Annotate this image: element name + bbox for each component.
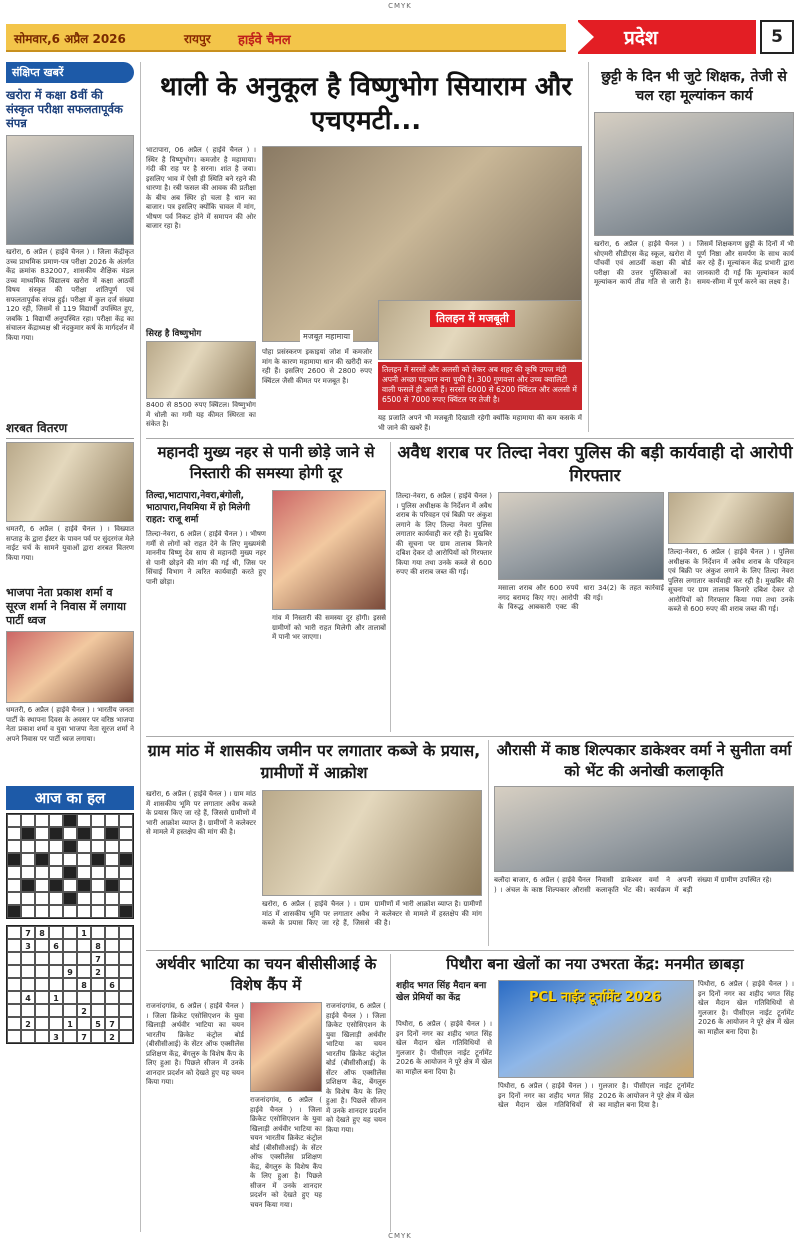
crossword-cell bbox=[105, 879, 119, 892]
brief-news-title: संक्षिप्त खबरें bbox=[6, 62, 134, 83]
sudoku-cell bbox=[21, 978, 35, 991]
sudoku-cell bbox=[7, 978, 21, 991]
sudoku-cell bbox=[91, 991, 105, 1004]
sudoku-cell bbox=[105, 926, 119, 939]
sudoku-cell bbox=[63, 978, 77, 991]
liquor-body3: तिल्दा-नेवरा, 6 अप्रैल ( हाईवे चैनल ) । पुलिस अधीक्षक के निर्देशन में अवैध शराब के परिवहन एवं बिक्री पर अंकुश लगाने के लिए तिल्दा नेवरा पुलिस लगातार कार्यवाही कर रही है। मुखबिर की सूचना पर ग्राम तालाब किनारे दबिश देकर दो आरोपियों को गिरफ्तार किया गया तथा उनके कब्जे से 600 रुपए की शराब जब्त की गई। bbox=[668, 548, 794, 613]
cmyk-mark-bottom: CMYK bbox=[388, 1232, 412, 1240]
sudoku-cell: 3 bbox=[21, 939, 35, 952]
crossword-grid bbox=[6, 813, 134, 919]
sudoku-cell bbox=[119, 978, 133, 991]
liquor-body2: मसाला शराब और 600 रुपये नगद बरामद किए गए। आरोपी के विरुद्ध आबकारी एक्ट की धारा 34(2) के तहत कार्रवाई की गई। bbox=[498, 584, 664, 611]
crossword-cell bbox=[119, 853, 133, 866]
crossword-cell bbox=[35, 840, 49, 853]
sudoku-cell bbox=[21, 952, 35, 965]
top-story-body2: 8400 से 8500 रुपए क्विंटल। विष्णुभोग में धोली का गमी यह कीमत स्थिरता का संकेत है। bbox=[146, 401, 256, 428]
crossword-cell bbox=[105, 840, 119, 853]
pithora-body3: पिथौरा, 6 अप्रैल ( हाईवे चैनल ) । इन दिनों नगर का शहीद भगत सिंह खेल मैदान खेल गतिविधियों से गुलजार है। पीसीएल नाईट टूर्नामेंट 2026 के आयोजन ने पूरे क्षेत्र में खेल का माहौल बना दिया है। bbox=[698, 980, 794, 1036]
sudoku-cell: 2 bbox=[21, 1017, 35, 1030]
crossword-cell bbox=[119, 827, 133, 840]
sudoku-cell bbox=[63, 1004, 77, 1017]
evaluation-photo bbox=[594, 112, 794, 236]
crossword-cell bbox=[119, 892, 133, 905]
canal-caption: गांव में निस्तारी की समस्या दूर होगी। इससे ग्रामीणों को भारी राहत मिलेगी और तालाबों में पानी भर जाएगा। bbox=[272, 614, 386, 641]
crossword-cell bbox=[21, 892, 35, 905]
sudoku-cell: 6 bbox=[49, 939, 63, 952]
sudoku-cell bbox=[63, 939, 77, 952]
bjp-body: धमतरी, 6 अप्रैल ( हाईवे चैनल ) । भारतीय जनता पार्टी के स्थापना दिवस के अवसर पर वरिष्ठ भाजपा नेता प्रकाश शर्मा व युवा भाजपा नेता सूरज शर्मा ने अपने निवास पर पार्टी ध्वज लगाया। bbox=[6, 706, 134, 743]
crossword-cell bbox=[105, 905, 119, 918]
sudoku-cell: 4 bbox=[21, 991, 35, 1004]
sudoku-cell: 8 bbox=[77, 978, 91, 991]
sudoku-cell: 7 bbox=[105, 1017, 119, 1030]
sudoku-cell bbox=[77, 1017, 91, 1030]
crossword-cell bbox=[35, 814, 49, 827]
sudoku-cell bbox=[77, 952, 91, 965]
crossword-cell bbox=[7, 879, 21, 892]
crossword-cell bbox=[49, 853, 63, 866]
sudoku-cell bbox=[7, 1017, 21, 1030]
column-divider bbox=[140, 62, 141, 1232]
crossword-cell bbox=[35, 892, 49, 905]
sudoku-cell bbox=[105, 952, 119, 965]
sudoku-cell bbox=[63, 952, 77, 965]
crossword-cell bbox=[35, 827, 49, 840]
crossword-cell bbox=[91, 827, 105, 840]
crossword-cell bbox=[63, 840, 77, 853]
crossword-cell bbox=[49, 840, 63, 853]
sudoku-cell bbox=[119, 1030, 133, 1043]
bcci-body: राजनांदगांव, 6 अप्रैल ( हाईवे चैनल ) । जिला क्रिकेट एसोसिएशन के युवा खिलाड़ी अर्थवीर भाटिया का चयन भारतीय क्रिकेट कंट्रोल बोर्ड (बीसीसीआई) के सेंटर ऑफ एक्सीलेंस प्रशिक्षण केंद्र, बेंगलुरु के विशेष कैंप के लिए हुआ है। पिछले सीजन में उनके शानदार प्रदर्शन को देखते हुए यह चयन किया गया। bbox=[146, 1002, 244, 1086]
crossword-cell bbox=[21, 905, 35, 918]
crossword-cell bbox=[63, 827, 77, 840]
sudoku-cell bbox=[77, 965, 91, 978]
sudoku-cell: 2 bbox=[77, 1004, 91, 1017]
land-headline: ग्राम मांठ में शासकीय जमीन पर लगातार कब्जे के प्रयास, ग्रामीणों में आक्रोश bbox=[147, 741, 481, 782]
crossword-cell bbox=[63, 814, 77, 827]
sudoku-cell bbox=[49, 952, 63, 965]
crossword-cell bbox=[35, 853, 49, 866]
sudoku-cell bbox=[119, 952, 133, 965]
crossword-cell bbox=[77, 905, 91, 918]
crossword-cell bbox=[77, 853, 91, 866]
crossword-cell bbox=[7, 853, 21, 866]
sudoku-cell bbox=[7, 939, 21, 952]
crossword-cell bbox=[7, 840, 21, 853]
header-brand: हाईवे चैनल bbox=[238, 33, 291, 48]
sudoku-cell bbox=[91, 1004, 105, 1017]
top-story-body3: पोहा प्रसंस्करण इकाइयां जोश में कमजोर मांग के कारण महामाया धान की खरीदी कर रही हैं। इसलिए 2600 से 2800 रुपए क्विंटल जैसी कीमत पर मजबूत है। bbox=[262, 348, 372, 385]
left-column bbox=[6, 62, 134, 1044]
crossword-cell bbox=[35, 879, 49, 892]
teachers-body: खरोरा, 6 अप्रैल ( हाईवे चैनल ) । धोएमरी सीडीएस केंद्र स्कूल, खरोरा में पाँचवीं एवं आठवीं कक्षा की बोर्ड परीक्षा की उत्तर पुस्तिकाओं का मूल्यांकन कार्य तीव्र गति से जारी है। जिसमें शिक्षकगण छुट्टी के दिनों में भी पूर्ण निष्ठा और समर्पण के साथ कार्य कर रहे हैं। मूल्यांकन केंद्र प्रभारी द्वारा जानकारी दी गई कि मूल्यांकन कार्य समय-सीमा में पूर्ण करने का लक्ष्य है। bbox=[594, 240, 794, 286]
crossword-cell bbox=[49, 866, 63, 879]
top-story-col3 bbox=[262, 348, 372, 438]
sudoku-cell bbox=[7, 1030, 21, 1043]
crossword-cell bbox=[77, 814, 91, 827]
canal-body: तिल्दा-नेवरा, 6 अप्रैल ( हाईवे चैनल ) । भीषण गर्मी से लोगों को राहत देने के लिए मुख्यमंत्री माननीय विष्णु देव साय से महानदी मुख्य नहर से पानी छोड़ने की मांग की गई थी, जिस पर सिंचाई विभाग ने त्वरित कार्यवाही करते हुए पानी छोड़ा। bbox=[146, 530, 266, 586]
art-body: बलौदा बाजार, 6 अप्रैल ( हाईवे चैनल ) । अंचल के काष्ठ शिल्पकार औरासी निवासी डाकेश्वर वर्मा ने अपनी कलाकृति भेंट की। कार्यक्रम में बड़ी संख्या में ग्रामीण उपस्थित रहे। bbox=[494, 876, 772, 894]
sudoku-cell bbox=[35, 1030, 49, 1043]
crossword-cell bbox=[21, 827, 35, 840]
sudoku-cell: 6 bbox=[105, 978, 119, 991]
column-divider bbox=[488, 740, 489, 946]
crossword-cell bbox=[49, 892, 63, 905]
puzzle-title: आज का हल bbox=[6, 786, 134, 810]
row-divider bbox=[146, 736, 794, 737]
sudoku-cell: 1 bbox=[49, 991, 63, 1004]
crossword-cell bbox=[63, 853, 77, 866]
sudoku-cell bbox=[49, 1017, 63, 1030]
column-divider bbox=[588, 62, 589, 432]
column-divider bbox=[390, 442, 391, 732]
section-label: प्रदेश bbox=[578, 20, 756, 54]
sudoku-cell: 1 bbox=[63, 1017, 77, 1030]
sudoku-cell bbox=[35, 965, 49, 978]
sudoku-cell bbox=[49, 1004, 63, 1017]
sudoku-cell: 5 bbox=[91, 1017, 105, 1030]
crossword-cell bbox=[105, 853, 119, 866]
sudoku-cell bbox=[35, 1004, 49, 1017]
sudoku-cell: 1 bbox=[77, 926, 91, 939]
crossword-cell bbox=[105, 827, 119, 840]
crossword-cell bbox=[91, 892, 105, 905]
sudoku-cell bbox=[35, 939, 49, 952]
bcci-body2: राजनांदगांव, 6 अप्रैल ( हाईवे चैनल ) । जिला क्रिकेट एसोसिएशन के युवा खिलाड़ी अर्थवीर भाटिया का चयन भारतीय क्रिकेट कंट्रोल बोर्ड (बीसीसीआई) के सेंटर ऑफ एक्सीलेंस प्रशिक्षण केंद्र, बेंगलुरु के विशेष कैंप के लिए हुआ है। पिछले सीजन में उनके शानदार प्रदर्शन को देखते हुए यह चयन किया गया। bbox=[326, 1002, 386, 1134]
crossword-cell bbox=[35, 905, 49, 918]
accused-photo bbox=[668, 492, 794, 544]
bjp-headline: भाजपा नेता प्रकाश शर्मा व सूरज शर्मा ने निवास में लगाया पार्टी ध्वज bbox=[6, 586, 126, 627]
tournament-banner: PCL नाईट टूर्नामेंट 2026 bbox=[529, 990, 662, 1005]
crossword-cell bbox=[21, 853, 35, 866]
crossword-cell bbox=[7, 892, 21, 905]
art-headline: औरासी में काष्ठ शिल्पकार डाकेश्वर वर्मा ने सुनीता वर्मा को भेंट की अनोखी कलाकृति bbox=[496, 741, 792, 780]
crossword-cell bbox=[49, 905, 63, 918]
sudoku-cell bbox=[105, 939, 119, 952]
crossword-cell bbox=[91, 905, 105, 918]
sudoku-cell bbox=[35, 991, 49, 1004]
crossword-cell bbox=[119, 840, 133, 853]
crossword-cell bbox=[77, 892, 91, 905]
sudoku-cell bbox=[91, 926, 105, 939]
sudoku-cell bbox=[35, 978, 49, 991]
crossword-cell bbox=[105, 866, 119, 879]
page-header bbox=[6, 14, 794, 60]
crossword-cell bbox=[77, 840, 91, 853]
caption-oilseed: तिलहन में मजबूती bbox=[430, 310, 515, 327]
crossword-cell bbox=[105, 892, 119, 905]
bcci-body3: राजनांदगांव, 6 अप्रैल ( हाईवे चैनल ) । जिला क्रिकेट एसोसिएशन के युवा खिलाड़ी अर्थवीर भाटिया का चयन भारतीय क्रिकेट कंट्रोल बोर्ड (बीसीसीआई) के सेंटर ऑफ एक्सीलेंस प्रशिक्षण केंद्र, बेंगलुरु के विशेष कैंप के लिए हुआ है। पिछले सीजन में उनके शानदार प्रदर्शन को देखते हुए यह चयन किया गया। bbox=[250, 1096, 322, 1209]
crossword-cell bbox=[49, 814, 63, 827]
oilseed-photo bbox=[378, 300, 582, 360]
liquor-body: तिल्दा-नेवरा, 6 अप्रैल ( हाईवे चैनल ) । पुलिस अधीक्षक के निर्देशन में अवैध शराब के परिवहन एवं बिक्री पर अंकुश लगाने के लिए तिल्दा नेवरा पुलिस लगातार कार्यवाही कर रही है। मुखबिर की सूचना पर ग्राम तालाब किनारे दबिश देकर दो आरोपियों को गिरफ्तार किया गया तथा उनके कब्जे से 600 रुपए की शराब जब्त की गई। bbox=[396, 492, 492, 576]
arthveer-photo bbox=[250, 1002, 322, 1092]
sudoku-cell: 7 bbox=[21, 926, 35, 939]
sudoku-cell bbox=[63, 991, 77, 1004]
canal-headline: महानदी मुख्य नहर से पानी छोड़े जाने से निस्तारी की समस्या होगी दूर bbox=[157, 443, 375, 482]
sudoku-cell: 7 bbox=[77, 1030, 91, 1043]
sudoku-cell bbox=[7, 991, 21, 1004]
teachers-headline: छुट्टी के दिन भी जुटे शिक्षक, तेजी से चल रहा मूल्यांकन कार्य bbox=[601, 69, 787, 104]
sudoku-cell bbox=[119, 991, 133, 1004]
sudoku-cell bbox=[21, 965, 35, 978]
row-divider bbox=[146, 438, 794, 439]
canal-sub: तिल्दा,भाटापारा,नेवरा,बंगोली, भाठापारा,नियमिया में हो मिलेगी राहत: राजू शर्मा bbox=[146, 491, 251, 525]
header-city: रायपुर bbox=[184, 32, 211, 46]
pithora-body2: पिथौरा, 6 अप्रैल ( हाईवे चैनल ) । इन दिनों नगर का शहीद भगत सिंह खेल मैदान खेल गतिविधियों से गुलजार है। पीसीएल नाईट टूर्नामेंट 2026 के आयोजन ने पूरे क्षेत्र में खेल का माहौल बना दिया है। bbox=[498, 1082, 694, 1109]
date-band bbox=[6, 24, 566, 52]
exam-photo bbox=[6, 135, 134, 245]
crossword-cell bbox=[21, 814, 35, 827]
crossword-cell bbox=[49, 827, 63, 840]
brief-headline: खरोरा में कक्षा 8वीं की संस्कृत परीक्षा सफलतापूर्वक संपन्न bbox=[6, 88, 123, 130]
column-divider bbox=[390, 954, 391, 1232]
sudoku-cell bbox=[119, 926, 133, 939]
sudoku-cell bbox=[119, 965, 133, 978]
crossword-cell bbox=[7, 905, 21, 918]
sudoku-cell: 2 bbox=[91, 965, 105, 978]
sudoku-cell bbox=[7, 965, 21, 978]
pithora-body: पिथौरा, 6 अप्रैल ( हाईवे चैनल ) । इन दिनों नगर का शहीद भगत सिंह खेल मैदान खेल गतिविधियों से गुलजार है। पीसीएल नाईट टूर्नामेंट 2026 के आयोजन ने पूरे क्षेत्र में खेल का माहौल बना दिया है। bbox=[396, 1020, 492, 1076]
oilseed-box: तिलहन में सरसों और अलसी को लेकर अब शहर की कृषि उपज मंडी अपनी अच्छा पहचान बना चुकी है। 300 गुणवत्ता और उच्च क्वालिटी वाली फसलें ही आती हैं। सरसों 6000 से 6200 क्विंटल और अलसी में 6500 से 7000 रुपए क्विंटल पर तेजी है। bbox=[378, 362, 582, 410]
caption-mahamaya: मजबूत महामाया bbox=[300, 330, 353, 343]
sudoku-cell bbox=[49, 926, 63, 939]
row-divider bbox=[146, 950, 794, 951]
sudoku-cell bbox=[63, 1030, 77, 1043]
sudoku-cell bbox=[35, 1017, 49, 1030]
crossword-cell bbox=[91, 814, 105, 827]
liquor-photo bbox=[498, 492, 664, 580]
sudoku-grid bbox=[6, 925, 134, 1044]
cmyk-mark-top: CMYK bbox=[388, 2, 412, 10]
sudoku-cell bbox=[119, 1017, 133, 1030]
crossword-cell bbox=[77, 879, 91, 892]
crossword-cell bbox=[91, 853, 105, 866]
pithora-headline: पिथौरा बना खेलों का नया उभरता केंद्र: मनमीत छाबड़ा bbox=[446, 955, 744, 973]
land-body2: खरोरा, 6 अप्रैल ( हाईवे चैनल ) । ग्राम मांठ में शासकीय भूमि पर लगातार अवैध कब्जे के प्रयास किए जा रहे हैं, जिससे ग्रामीणों में भारी आक्रोश व्याप्त है। ग्रामीणों ने कलेक्टर से मामले में हस्तक्षेप की मांग की है। bbox=[262, 900, 482, 927]
sudoku-cell bbox=[77, 939, 91, 952]
sudoku-cell bbox=[105, 1004, 119, 1017]
crossword-cell bbox=[77, 866, 91, 879]
pithora-sub: शहीद भगत सिंह मैदान बना खेल प्रेमियों का केंद्र bbox=[396, 981, 487, 1003]
crossword-cell bbox=[91, 879, 105, 892]
sudoku-cell bbox=[7, 952, 21, 965]
vishnubhog-photo bbox=[146, 341, 256, 399]
crossword-cell bbox=[119, 879, 133, 892]
crossword-cell bbox=[105, 814, 119, 827]
sharbat-body: धमतरी, 6 अप्रैल ( हाईवे चैनल ) । विख्यात सप्ताह के द्वारा ईस्टर के पावन पर्व पर सुंदरगंज मेले नाईट चर्च के सामने युवाओं द्वारा शरबत वितरण किया गया। bbox=[6, 525, 134, 562]
crossword-cell bbox=[7, 866, 21, 879]
sharbat-photo bbox=[6, 442, 134, 522]
sudoku-cell bbox=[7, 926, 21, 939]
sudoku-cell: 8 bbox=[35, 926, 49, 939]
crossword-cell bbox=[63, 905, 77, 918]
sudoku-cell: 3 bbox=[49, 1030, 63, 1043]
raju-sharma-photo bbox=[272, 490, 386, 610]
sharbat-title: शरबत वितरण bbox=[6, 416, 134, 439]
crossword-cell bbox=[35, 866, 49, 879]
bcci-headline: अर्थवीर भाटिया का चयन बीसीसीआई के विशेष कैंप में bbox=[155, 955, 377, 994]
header-date: सोमवार,6 अप्रैल 2026 bbox=[14, 32, 126, 46]
art-photo bbox=[494, 786, 794, 872]
sudoku-cell bbox=[63, 926, 77, 939]
tournament-photo bbox=[498, 980, 694, 1078]
brief-body: खरोरा, 6 अप्रैल ( हाईवे चैनल ) । जिला केंद्रीकृत उच्च प्राथमिक प्रमाण-पत्र परीक्षा 2026 के अंतर्गत केंद्र क्रमांक 832007, शासकीय शैक्षिक मंडल उच्च माध्यमिक विद्यालय खरोरा में कक्षा आठवीं विषय संस्कृत की परीक्षा शांतिपूर्ण एवं सफलतापूर्वक संपन्न हुई। परीक्षा में कुल दर्ज संख्या 120 रही, जिसमें से 119 विद्यार्थी उपस्थित हुए, जबकि 1 विद्यार्थी अनुपस्थित रहा। परीक्षा केंद्र का संचालन केंद्राध्यक्ष श्री नंदकुमार कर्ष के मार्गदर्शन में किया गया। bbox=[6, 248, 134, 342]
crossword-cell bbox=[119, 905, 133, 918]
sudoku-cell bbox=[49, 978, 63, 991]
page-number: 5 bbox=[760, 20, 794, 54]
sudoku-cell bbox=[105, 965, 119, 978]
crossword-cell bbox=[21, 840, 35, 853]
crossword-cell bbox=[7, 827, 21, 840]
sudoku-cell bbox=[119, 1004, 133, 1017]
liquor-headline: अवैध शराब पर तिल्दा नेवरा पुलिस की बड़ी कार्यवाही दो आरोपी गिरफ्तार bbox=[397, 443, 793, 486]
sudoku-cell: 7 bbox=[91, 952, 105, 965]
sudoku-cell bbox=[77, 991, 91, 1004]
sudoku-cell bbox=[49, 965, 63, 978]
crossword-cell bbox=[63, 866, 77, 879]
top-story-body1: भाटापारा, 06 अप्रैल ( हाईवे चैनल ) । स्थिर है विष्णुभोग। कमजोर है महामाया। गंदी की राह पर है सरना। शांत है जवा। इसलिए भाव में ऐसी ही स्थिति बने रहने की धारणा है। रबी फसल की आवक की प्रतीक्षा के बीच अब स्थिर हो चला है धान का बाजार। पत्र इसलिए क्योंकि चावल में मांग, भीषण पर्व निकट होने में समापन की ओर बाजार रहा है। bbox=[146, 146, 256, 230]
crossword-cell bbox=[119, 866, 133, 879]
crossword-cell bbox=[49, 879, 63, 892]
crossword-cell bbox=[63, 892, 77, 905]
crossword-cell bbox=[7, 814, 21, 827]
crossword-cell bbox=[63, 879, 77, 892]
top-story-byline: सिरह है विष्णुभोग bbox=[146, 329, 202, 339]
top-story-tail: यह प्रजाति अपने भी मजबूती दिखाती रहेगी क्योंकि महामाया की कम कसके में भी जाने की खबरें हैं। bbox=[378, 414, 582, 432]
sudoku-cell bbox=[91, 1030, 105, 1043]
sudoku-cell bbox=[35, 952, 49, 965]
sudoku-cell bbox=[105, 991, 119, 1004]
sudoku-cell: 2 bbox=[105, 1030, 119, 1043]
sudoku-cell: 8 bbox=[91, 939, 105, 952]
top-story-headline: थाली के अनुकूल है विष्णुभोग सियाराम और एचएमटी... bbox=[160, 72, 572, 136]
sudoku-cell bbox=[21, 1004, 35, 1017]
sudoku-cell bbox=[21, 1030, 35, 1043]
land-body: खरोरा, 6 अप्रैल ( हाईवे चैनल ) । ग्राम मांठ में शासकीय भूमि पर लगातार अवैध कब्जे के प्रयास किए जा रहे हैं, जिससे ग्रामीणों में भारी आक्रोश व्याप्त है। ग्रामीणों ने कलेक्टर से मामले में हस्तक्षेप की मांग की है। bbox=[146, 790, 256, 836]
sudoku-cell bbox=[119, 939, 133, 952]
crossword-cell bbox=[119, 814, 133, 827]
crossword-cell bbox=[21, 866, 35, 879]
sudoku-cell bbox=[91, 978, 105, 991]
sudoku-cell: 9 bbox=[63, 965, 77, 978]
bjp-photo bbox=[6, 631, 134, 703]
sudoku-cell bbox=[7, 1004, 21, 1017]
crossword-cell bbox=[77, 827, 91, 840]
crossword-cell bbox=[91, 866, 105, 879]
crossword-cell bbox=[21, 879, 35, 892]
land-photo bbox=[262, 790, 482, 896]
crossword-cell bbox=[91, 840, 105, 853]
